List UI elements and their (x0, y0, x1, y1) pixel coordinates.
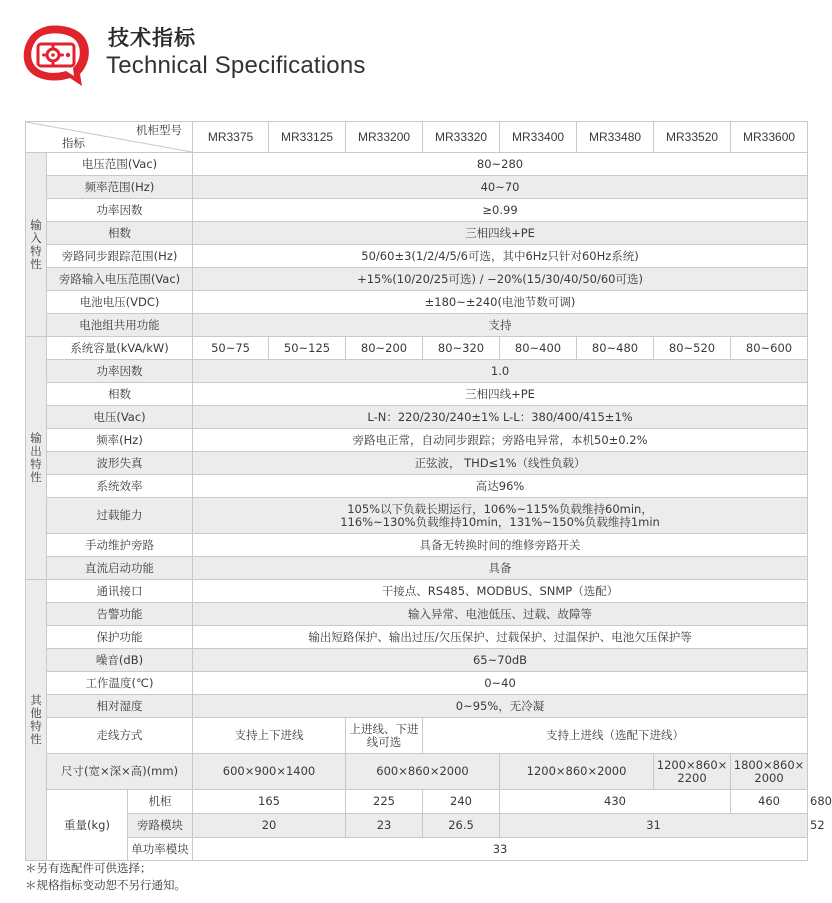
footnote: ＊规格指标变动恕不另行通知。 (25, 878, 186, 892)
weight-value: 20 (193, 814, 346, 838)
spec-value: 高达96% (193, 475, 808, 498)
spec-label: 尺寸(宽×深×高)(mm) (47, 754, 193, 790)
wiring-line-1: 上进线、下进 (349, 721, 419, 736)
table-row (26, 557, 808, 580)
table-row (26, 838, 808, 861)
spec-value: 三相四线+PE (193, 222, 808, 245)
table-row (26, 153, 808, 176)
spec-label: 电压范围(Vac) (47, 153, 193, 176)
capacity-value: 50~125 (269, 337, 346, 360)
footnotes (25, 860, 186, 894)
weight-value: 23 (346, 814, 423, 838)
dimension-value: 600×860×2000 (346, 754, 500, 790)
wiring-value (346, 718, 423, 754)
model-header: MR33600 (731, 122, 808, 153)
dimension-line-1: 1800×860× (733, 757, 805, 772)
dimension-value: 600×900×1400 (193, 754, 346, 790)
spec-label: 电池电压(VDC) (47, 291, 193, 314)
spec-label: 直流启动功能 (47, 557, 193, 580)
weight-value: 240 (423, 790, 500, 814)
table-row (26, 626, 808, 649)
spec-value: 具备 (193, 557, 808, 580)
spec-value: 80~280 (193, 153, 808, 176)
dimension-line-2: 2200 (677, 770, 707, 785)
table-row (26, 314, 808, 337)
table-row (26, 695, 808, 718)
spec-label: 走线方式 (47, 718, 193, 754)
spec-value: 输出短路保护、输出过压/欠压保护、过载保护、过温保护、电池欠压保护等 (193, 626, 808, 649)
table-row: 旁路模块 20 23 26.5 31 52 (26, 814, 808, 838)
spec-value: 40~70 (193, 176, 808, 199)
weight-sub-label: 单功率模块 (128, 838, 193, 861)
weight-value: 430 (500, 790, 731, 814)
weight-sub-label: 机柜 (128, 790, 193, 814)
spec-label: 旁路同步跟踪范围(Hz) (47, 245, 193, 268)
weight-value: 225 (346, 790, 423, 814)
model-header: MR33400 (500, 122, 577, 153)
capacity-value: 80~200 (346, 337, 423, 360)
page-title-chinese: 技术指标 (108, 26, 196, 50)
spec-value: +15%(10/20/25可选) / −20%(15/30/40/50/60可选) (193, 268, 808, 291)
footnote: ＊另有选配件可供选择； (25, 861, 152, 875)
capacity-value: 80~480 (577, 337, 654, 360)
spec-label: 频率范围(Hz) (47, 176, 193, 199)
capacity-value: 80~600 (731, 337, 808, 360)
spec-label: 相对湿度 (47, 695, 193, 718)
overload-line-1: 105%以下负载长期运行，106%~115%负载维持60min， (347, 501, 653, 516)
page-title-english: Technical Specifications (106, 52, 366, 79)
specifications-table (25, 121, 832, 861)
model-header: MR33200 (346, 122, 423, 153)
dimension-value (654, 754, 731, 790)
spec-label: 相数 (47, 222, 193, 245)
spec-value: 输入异常、电池低压、过载、故障等 (193, 603, 808, 626)
table-row (26, 718, 808, 754)
capacity-value: 50~75 (193, 337, 269, 360)
gear-settings-icon (20, 22, 92, 88)
table-row (26, 199, 808, 222)
spec-label: 波形失真 (47, 452, 193, 475)
table-row (26, 672, 808, 695)
table-row (26, 268, 808, 291)
table-row (26, 534, 808, 557)
spec-label: 保护功能 (47, 626, 193, 649)
weight-value: 31 (500, 814, 808, 838)
spec-label: 告警功能 (47, 603, 193, 626)
spec-label: 频率(Hz) (47, 429, 193, 452)
spec-label: 电压(Vac) (47, 406, 193, 429)
spec-label: 过载能力 (47, 498, 193, 534)
spec-value: ±180~±240(电池节数可调) (193, 291, 808, 314)
weight-value: 165 (193, 790, 346, 814)
dimension-line-1: 1200×860× (656, 757, 728, 772)
table-row (26, 383, 808, 406)
spec-value: 干接点、RS485、MODBUS、SNMP（选配） (193, 580, 808, 603)
table-header-row (26, 122, 808, 153)
spec-label: 相数 (47, 383, 193, 406)
table-row (26, 222, 808, 245)
weight-value: 26.5 (423, 814, 500, 838)
model-header: MR33125 (269, 122, 346, 153)
spec-value: 65~70dB (193, 649, 808, 672)
model-header: MR3375 (193, 122, 269, 153)
spec-value: 旁路电正常，自动同步跟踪；旁路电异常，本机50±0.2% (193, 429, 808, 452)
table-row (26, 360, 808, 383)
spec-label: 功率因数 (47, 360, 193, 383)
corner-label-spec: 指标 (62, 136, 85, 150)
group-label-input (26, 153, 47, 337)
spec-value: 0~95%，无冷凝 (193, 695, 808, 718)
spec-value: 50/60±3(1/2/4/5/6可选，其中6Hz只针对60Hz系统) (193, 245, 808, 268)
spec-value: 1.0 (193, 360, 808, 383)
dimension-value: 1200×860×2000 (500, 754, 654, 790)
dimension-value (731, 754, 808, 790)
weight-value: 460 (731, 790, 808, 814)
spec-value: L-N：220/230/240±1% L-L：380/400/415±1% (193, 406, 808, 429)
model-header: MR33520 (654, 122, 731, 153)
group-label-output (26, 337, 47, 580)
spec-label: 通讯接口 (47, 580, 193, 603)
spec-label: 旁路输入电压范围(Vac) (47, 268, 193, 291)
corner-header-cell (26, 122, 193, 153)
table-row (26, 580, 808, 603)
table-row (26, 337, 808, 360)
table-row (26, 291, 808, 314)
spec-label: 手动维护旁路 (47, 534, 193, 557)
table-row (26, 452, 808, 475)
table-row (26, 475, 808, 498)
spec-label: 系统效率 (47, 475, 193, 498)
group-label-other (26, 580, 47, 861)
group-text: 输入特性 (30, 217, 42, 271)
spec-label: 系统容量(kVA/kW) (47, 337, 193, 360)
dimension-line-2: 2000 (754, 770, 784, 785)
group-text: 其他特性 (30, 693, 42, 746)
table-row (26, 649, 808, 672)
spec-label: 噪音(dB) (47, 649, 193, 672)
wiring-value: 支持上下进线 (193, 718, 346, 754)
section-header (20, 20, 800, 90)
weight-value: 33 (193, 838, 808, 861)
overload-line-2: 116%~130%负载维持10min，131%~150%负载维持1min (340, 514, 660, 529)
group-text: 输出特性 (30, 431, 42, 484)
spec-value: 具备无转换时间的维修旁路开关 (193, 534, 808, 557)
table-row (26, 245, 808, 268)
wiring-value: 支持上进线（选配下进线） (423, 718, 808, 754)
capacity-value: 80~520 (654, 337, 731, 360)
table-row (26, 498, 808, 534)
table-row (26, 176, 808, 199)
table-row (26, 429, 808, 452)
spec-value: ≥0.99 (193, 199, 808, 222)
model-header: MR33320 (423, 122, 500, 153)
table-row (26, 754, 808, 790)
spec-value (193, 498, 808, 534)
capacity-value: 80~400 (500, 337, 577, 360)
spec-value: 支持 (193, 314, 808, 337)
corner-label-model: 机柜型号 (136, 123, 183, 137)
capacity-value: 80~320 (423, 337, 500, 360)
spec-value: 三相四线+PE (193, 383, 808, 406)
weight-sub-label: 旁路模块 (128, 814, 193, 838)
table-row (26, 603, 808, 626)
spec-label: 工作温度(℃) (47, 672, 193, 695)
table-row: 重量(kg) 机柜 165 225 240 430 460 680 (26, 790, 808, 814)
spec-value: 正弦波， THD≤1%（线性负载） (193, 452, 808, 475)
spec-label: 电池组共用功能 (47, 314, 193, 337)
spec-label-weight: 重量(kg) (47, 790, 128, 861)
model-header: MR33480 (577, 122, 654, 153)
wiring-line-2: 线可选 (366, 734, 402, 749)
spec-label: 功率因数 (47, 199, 193, 222)
spec-value: 0~40 (193, 672, 808, 695)
table-row (26, 406, 808, 429)
